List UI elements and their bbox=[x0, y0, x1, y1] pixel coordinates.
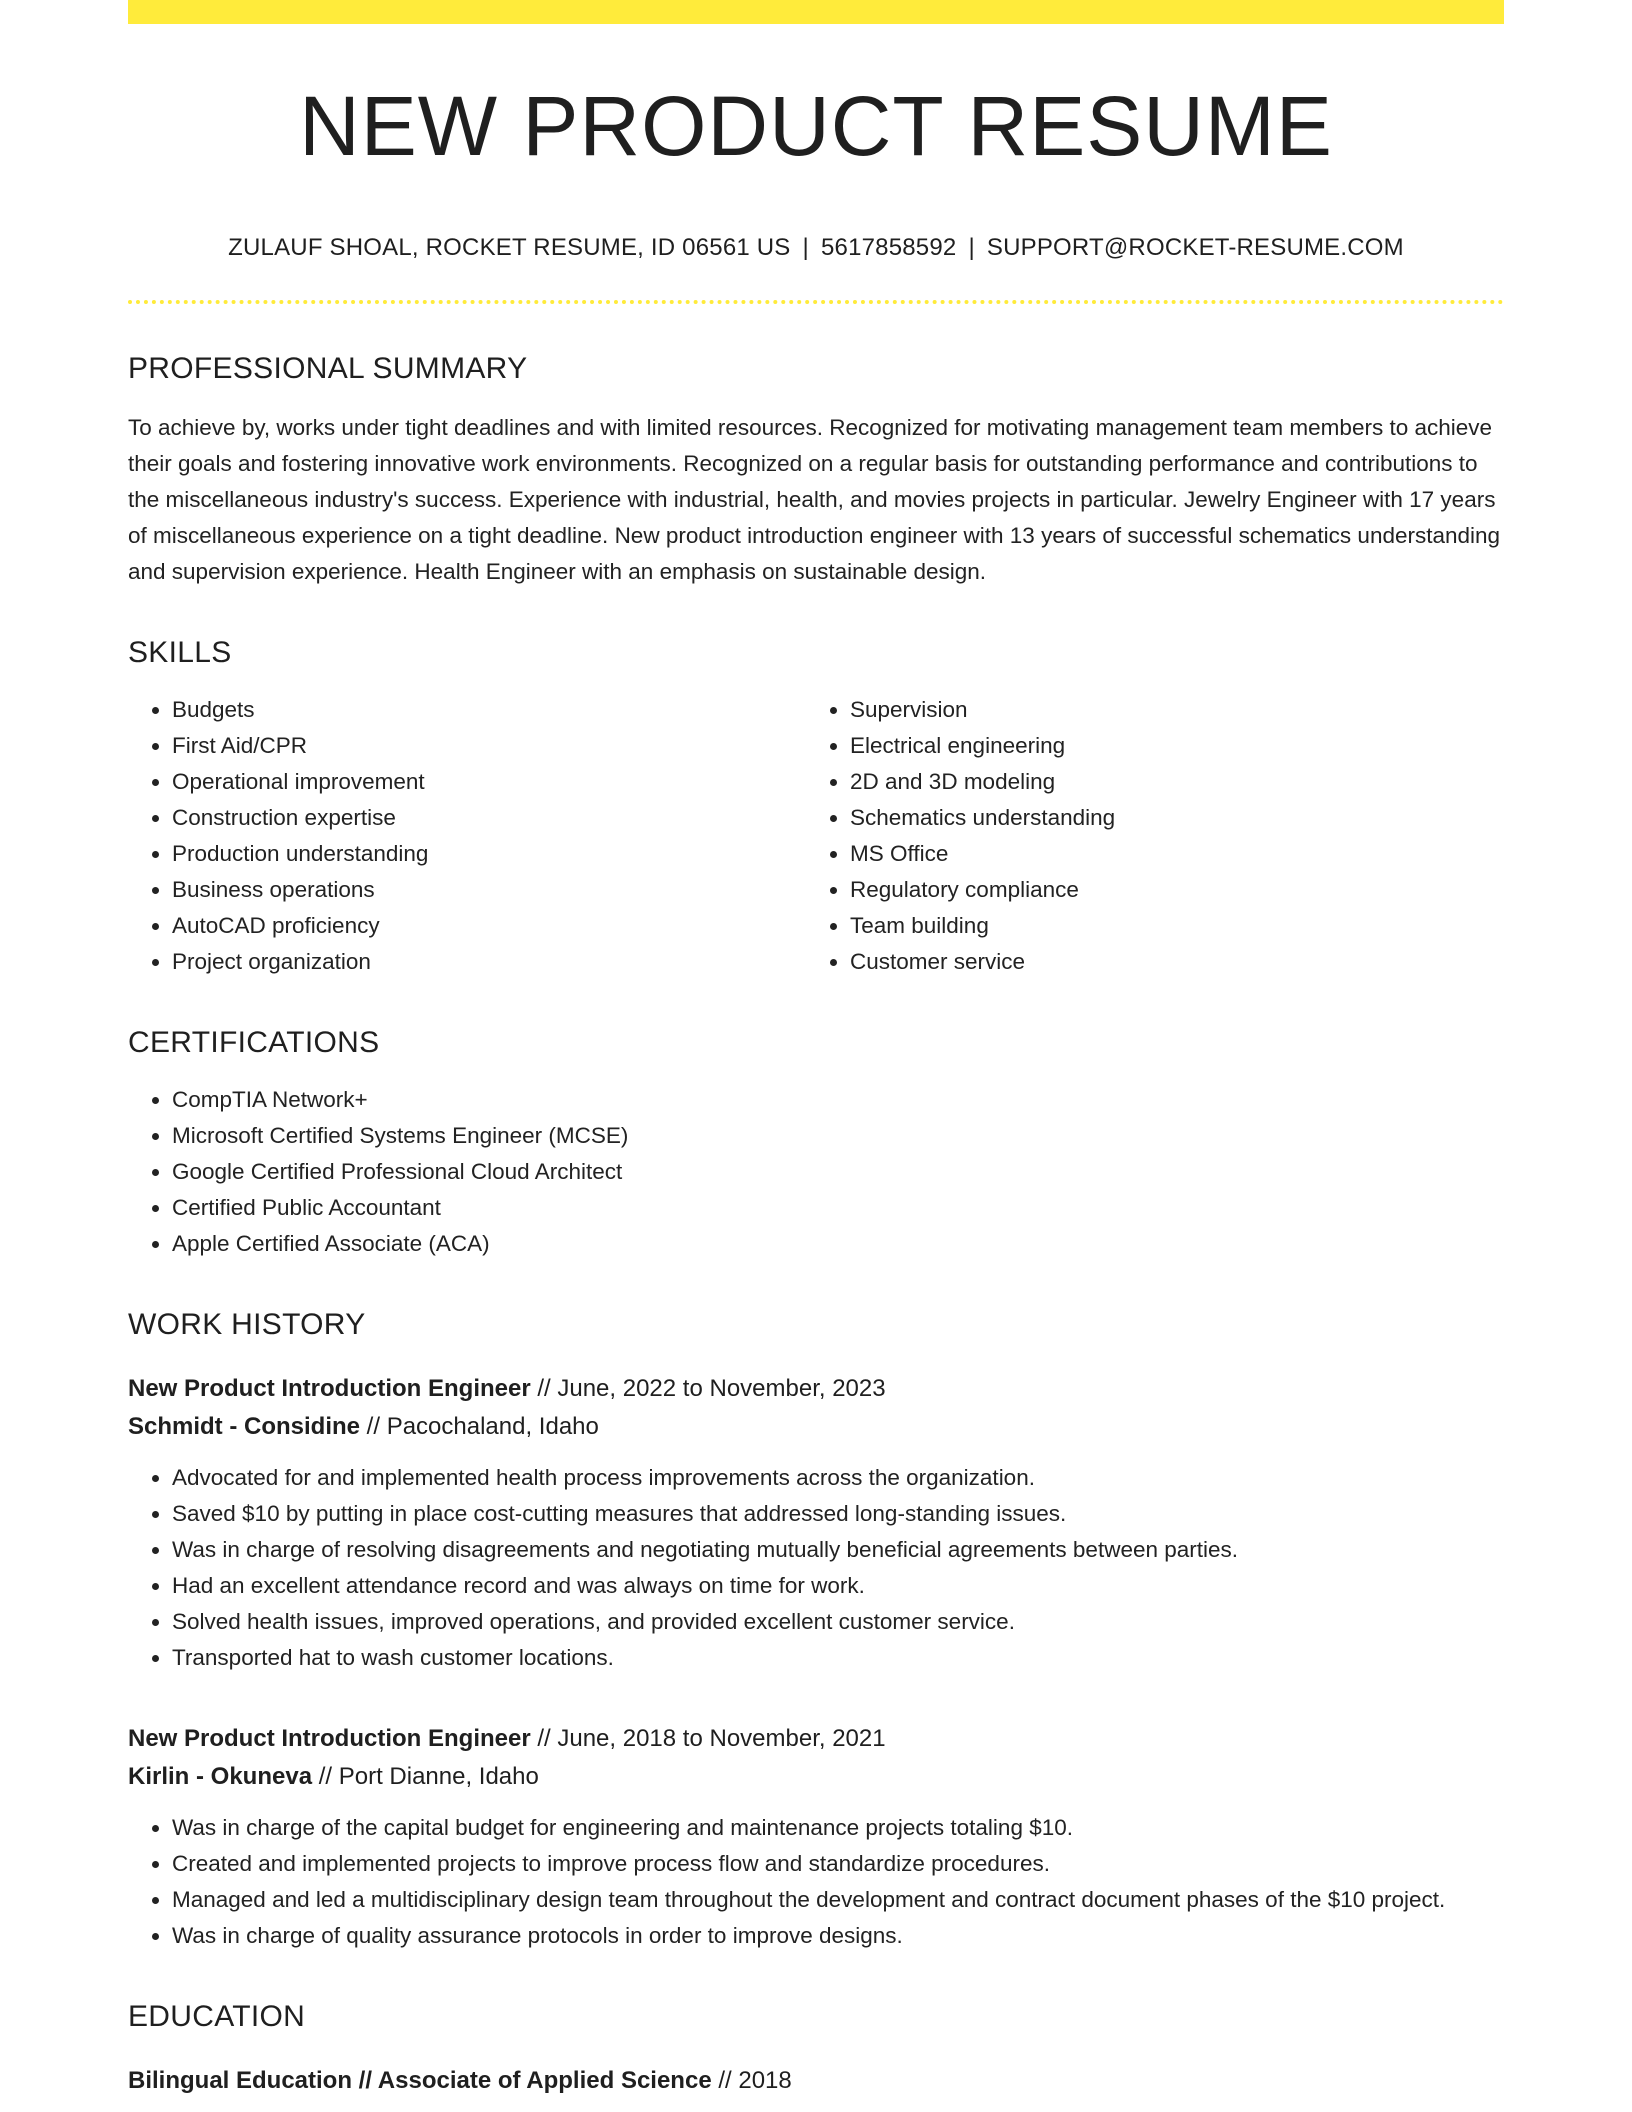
certification-item: • CompTIA Network+ bbox=[172, 1082, 1504, 1118]
job-bullet: • Transported hat to wash customer locations. bbox=[172, 1640, 1504, 1676]
job-bullet: • Advocated for and implemented health process improvements across the organization. bbox=[172, 1460, 1504, 1496]
job-bullet: • Saved $10 by putting in place cost-cutting measures that addressed long-standing issues. bbox=[172, 1496, 1504, 1532]
job-dates: // June, 2018 to November, 2021 bbox=[530, 1725, 886, 1752]
skill-item: • Regulatory compliance bbox=[850, 872, 1484, 908]
skills-section bbox=[128, 638, 1504, 980]
skill-item: • Construction expertise bbox=[172, 800, 806, 836]
job-bullets bbox=[128, 1810, 1504, 1954]
job-company: Schmidt - Considine bbox=[128, 1413, 361, 1440]
education-degree: Bilingual Education // Associate of Applied Science bbox=[128, 2067, 712, 2094]
certification-item: • Apple Certified Associate (ACA) bbox=[172, 1226, 1504, 1262]
certification-item: • Microsoft Certified Systems Engineer (MCSE) bbox=[172, 1118, 1504, 1154]
skill-item: • 2D and 3D modeling bbox=[850, 764, 1484, 800]
skill-item: • AutoCAD proficiency bbox=[172, 908, 806, 944]
skill-item: • MS Office bbox=[850, 836, 1484, 872]
resume-page bbox=[128, 0, 1504, 2100]
education-line bbox=[128, 2062, 1504, 2100]
work-history-section bbox=[128, 1310, 1504, 1954]
job-company-line bbox=[128, 1408, 1504, 1446]
skill-item: • Budgets bbox=[172, 692, 806, 728]
skill-item: • Team building bbox=[850, 908, 1484, 944]
job-bullet: • Was in charge of resolving disagreements and negotiating mutually beneficial agreements between parties. bbox=[172, 1532, 1504, 1568]
job-bullet: • Solved health issues, improved operations, and provided excellent customer service. bbox=[172, 1604, 1504, 1640]
education-year: // 2018 bbox=[711, 2067, 792, 2094]
job-bullet: • Managed and led a multidisciplinary design team throughout the development and contract document phases of the $10 project. bbox=[172, 1882, 1504, 1918]
contact-email: SUPPORT@ROCKET-RESUME.COM bbox=[986, 234, 1404, 261]
skills-grid bbox=[128, 692, 1504, 980]
contact-line bbox=[128, 234, 1504, 262]
job-bullets bbox=[128, 1460, 1504, 1676]
job-location: // Port Dianne, Idaho bbox=[312, 1763, 539, 1790]
job-title: New Product Introduction Engineer bbox=[128, 1725, 531, 1752]
job-entry bbox=[128, 1720, 1504, 1954]
job-company: Kirlin - Okuneva bbox=[128, 1763, 313, 1790]
skill-item: • Operational improvement bbox=[172, 764, 806, 800]
job-title-line bbox=[128, 1720, 1504, 1758]
skill-item: • Supervision bbox=[850, 692, 1484, 728]
certifications-heading: CERTIFICATIONS bbox=[128, 1026, 380, 1059]
job-bullet: • Created and implemented projects to improve process flow and standardize procedures. bbox=[172, 1846, 1504, 1882]
skill-item: • Schematics understanding bbox=[850, 800, 1484, 836]
skill-item: • First Aid/CPR bbox=[172, 728, 806, 764]
summary-heading: PROFESSIONAL SUMMARY bbox=[128, 352, 528, 385]
resume-title: NEW PRODUCT RESUME bbox=[299, 79, 1333, 173]
dotted-divider bbox=[128, 300, 1504, 304]
certification-item: • Certified Public Accountant bbox=[172, 1190, 1504, 1226]
skill-item: • Electrical engineering bbox=[850, 728, 1484, 764]
job-dates: // June, 2022 to November, 2023 bbox=[530, 1375, 886, 1402]
job-entry bbox=[128, 1370, 1504, 1676]
job-location: // Pacochaland, Idaho bbox=[360, 1413, 599, 1440]
skill-item: • Business operations bbox=[172, 872, 806, 908]
contact-separator: | bbox=[802, 234, 809, 261]
job-title: New Product Introduction Engineer bbox=[128, 1375, 531, 1402]
skills-list-right bbox=[806, 692, 1484, 980]
skills-heading: SKILLS bbox=[128, 636, 232, 669]
education-heading: EDUCATION bbox=[128, 2000, 306, 2033]
skill-item: • Production understanding bbox=[172, 836, 806, 872]
job-company-line bbox=[128, 1758, 1504, 1796]
skill-item: • Project organization bbox=[172, 944, 806, 980]
certifications-section bbox=[128, 1028, 1504, 1262]
summary-text: To achieve by, works under tight deadlines and with limited resources. Recognized for motivating management team members to achieve their goals and fostering innovative work environments. Recognized on a regular basis for outstanding performance and contributions to the miscellaneous industry's success. Experience with industrial, health, and movies projects in particular. Jewelry Engineer with 17 years of miscellaneous experience on a tight deadline. New product introduction engineer with 13 years of successful schematics understanding and supervision experience. Health Engineer with an emphasis on sustainable design. bbox=[128, 415, 1501, 584]
top-accent-bar bbox=[128, 0, 1504, 24]
skills-list-left bbox=[128, 692, 806, 980]
skill-item: • Customer service bbox=[850, 944, 1484, 980]
certifications-list bbox=[128, 1082, 1504, 1262]
summary-section bbox=[128, 354, 1504, 590]
certification-item: • Google Certified Professional Cloud Architect bbox=[172, 1154, 1504, 1190]
job-title-line bbox=[128, 1370, 1504, 1408]
contact-address: ZULAUF SHOAL, ROCKET RESUME, ID 06561 US bbox=[228, 234, 791, 261]
job-bullet: • Had an excellent attendance record and was always on time for work. bbox=[172, 1568, 1504, 1604]
contact-phone: 5617858592 bbox=[820, 234, 957, 261]
contact-separator: | bbox=[968, 234, 975, 261]
job-bullet: • Was in charge of the capital budget for engineering and maintenance projects totaling $10. bbox=[172, 1810, 1504, 1846]
job-bullet: • Was in charge of quality assurance protocols in order to improve designs. bbox=[172, 1918, 1504, 1954]
work-history-heading: WORK HISTORY bbox=[128, 1308, 366, 1341]
education-section bbox=[128, 2002, 1504, 2100]
